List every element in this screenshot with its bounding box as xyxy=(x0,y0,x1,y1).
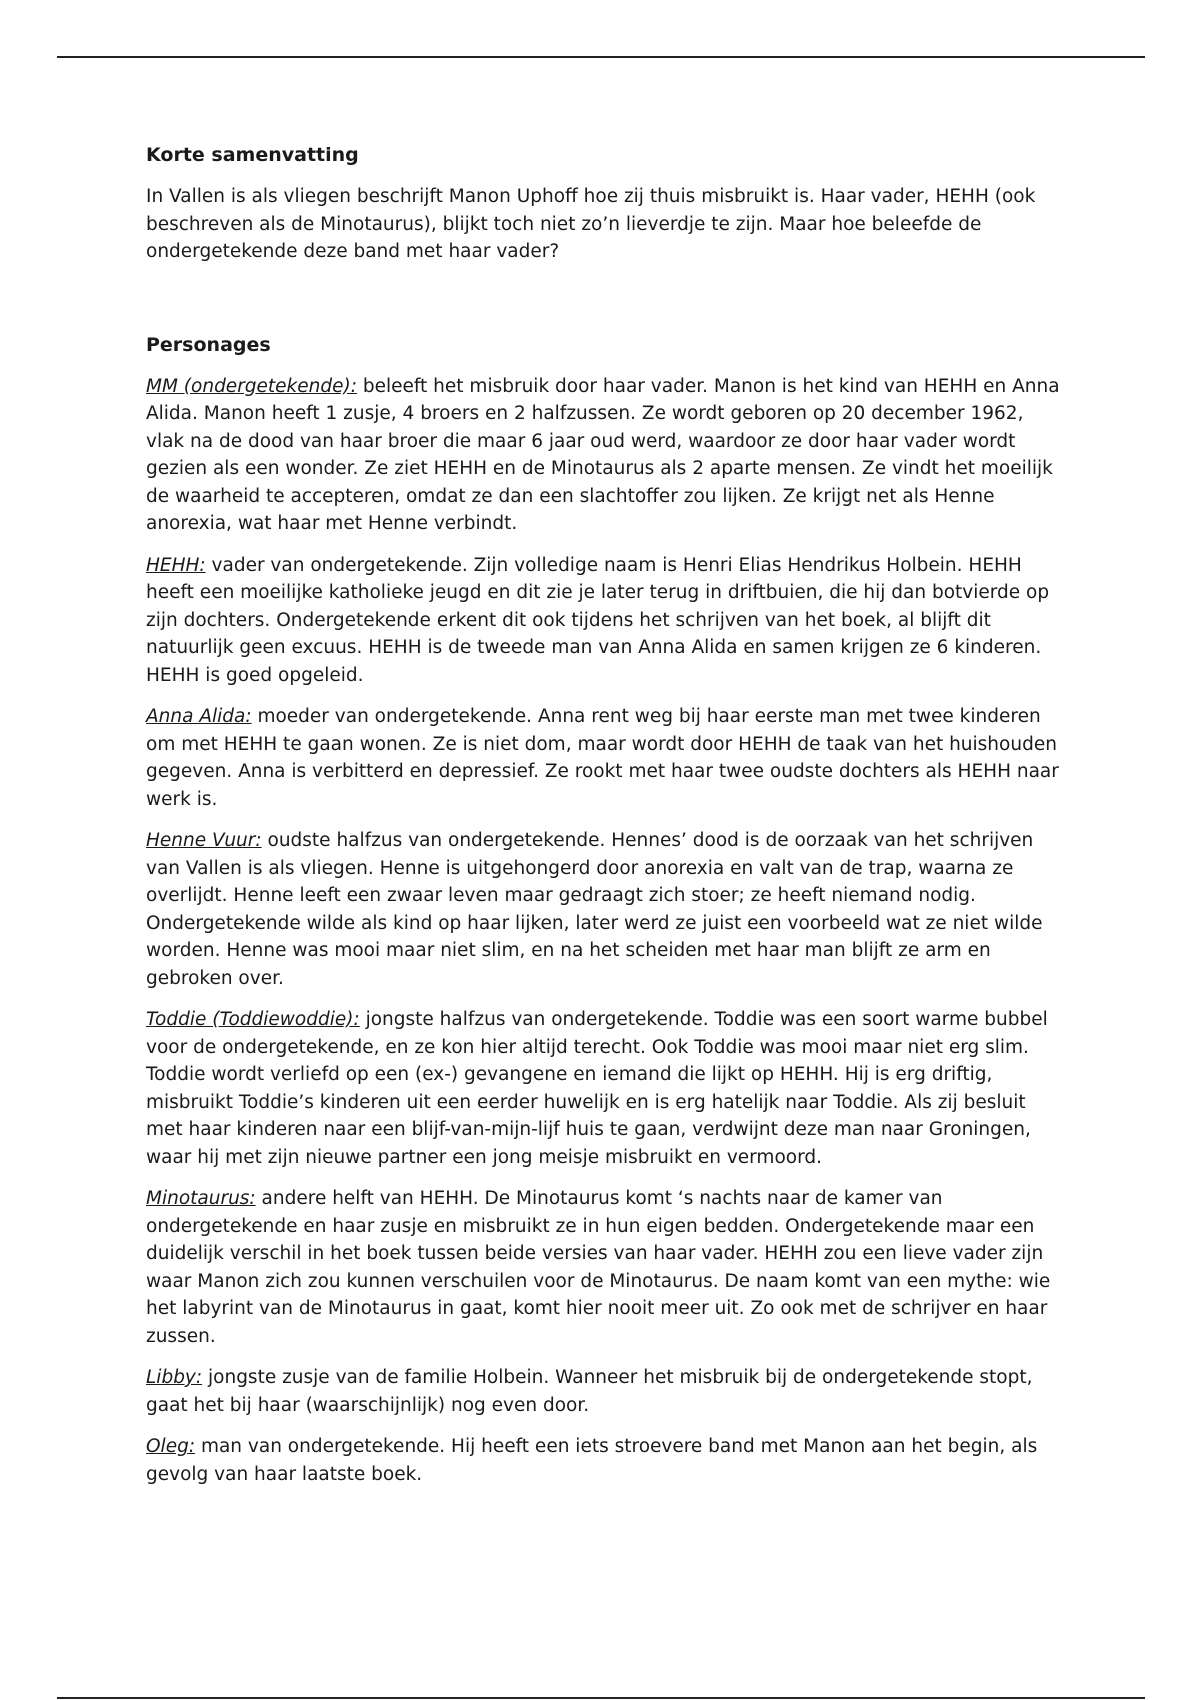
character-entry-minotaurus xyxy=(146,1185,1066,1350)
character-description: jongste zusje van de familie Holbein. Wanneer het misbruik bij de ondergetekende stopt, gaat het bij haar (waarschijnlijk) nog even door. xyxy=(146,1367,1033,1416)
character-term: MM (ondergetekende): xyxy=(146,375,357,397)
character-term: Minotaurus: xyxy=(146,1188,256,1209)
characters-heading: Personages xyxy=(146,333,271,356)
character-term: HEHH: xyxy=(146,554,206,576)
section-spacer xyxy=(146,280,1066,332)
character-description: moeder van ondergetekende. Anna rent weg bij haar eerste man met twee kinderen om met HEHH te gaan wonen. Ze is niet dom, maar wordt door HEHH de taak van het huishouden gegeven. Anna is verbitterd en depressief. Ze rookt met haar twee oudste dochters als HEHH naar werk is. xyxy=(146,706,1059,810)
character-description: man van ondergetekende. Hij heeft een iets stroevere band met Manon aan het begin, als gevolg van haar laatste boek. xyxy=(146,1436,1038,1485)
character-entry-toddie xyxy=(146,1006,1066,1171)
document-body xyxy=(146,142,1066,1502)
character-entry-mm xyxy=(146,373,1066,538)
character-entry-hehh xyxy=(146,552,1066,690)
header-rule xyxy=(57,56,1145,58)
character-entry-oleg xyxy=(146,1433,1066,1488)
character-entry-henne-vuur xyxy=(146,827,1066,992)
character-term: Oleg: xyxy=(146,1436,196,1457)
footer-rule xyxy=(57,1697,1145,1699)
summary-text: In Vallen is als vliegen beschrijft Manon Uphoff hoe zij thuis misbruikt is. Haar vader, HEHH (ook beschreven als de Minotaurus), blijkt toch niet zo’n lieverdje te zijn. Maar hoe beleefde de ondergetekende deze band met haar vader? xyxy=(146,186,1036,262)
summary-heading: Korte samenvatting xyxy=(146,144,359,166)
character-description: beleeft het misbruik door haar vader. Manon is het kind van HEHH en Anna Alida. Manon heeft 1 zusje, 4 broers en 2 halfzussen. Ze wordt geboren op 20 december 1962, vlak na de dood van haar broer die maar 6 jaar oud werd, waardoor ze door haar vader wordt gezien als een wonder. Ze ziet HEHH en de Minotaurus als 2 aparte mensen. Ze vindt het moeilijk de waarheid te accepteren, omdat ze dan een slachtoffer zou lijken. Ze krijgt net als Henne anorexia, wat haar met Henne verbindt. xyxy=(146,375,1060,534)
character-description: jongste halfzus van ondergetekende. Toddie was een soort warme bubbel voor de ondergetekende, en ze kon hier altijd terecht. Ook Toddie was mooi maar niet erg slim. Toddie wordt verliefd op een (ex-) gevangene en iemand die lijkt op HEHH. Hij is erg driftig, misbruikt Toddie’s kinderen uit een eerder huwelijk en is erg hatelijk naar Toddie. Als zij besluit met haar kinderen naar een blijf-van-mijn-lijf huis te gaan, verdwijnt deze man naar Groningen, waar hij met zijn nieuwe partner een jong meisje misbruikt en vermoord. xyxy=(146,1009,1048,1168)
character-entry-anna-alida xyxy=(146,703,1066,813)
character-term: Henne Vuur: xyxy=(146,830,262,851)
character-term: Toddie (Toddiewoddie): xyxy=(146,1009,360,1030)
character-description: andere helft van HEHH. De Minotaurus komt ‘s nachts naar de kamer van ondergetekende en haar zusje en misbruikt ze in hun eigen bedden. Ondergetekende maar een duidelijk verschil in het boek tussen beide versies van haar vader. HEHH zou een lieve vader zijn waar Manon zich zou kunnen verschuilen voor de Minotaurus. De naam komt van een mythe: wie het labyrint van de Minotaurus in gaat, komt hier nooit meer uit. Zo ook met de schrijver en haar zussen. xyxy=(146,1188,1051,1347)
character-description: vader van ondergetekende. Zijn volledige naam is Henri Elias Hendrikus Holbein. HEHH heeft een moeilijke katholieke jeugd en dit zie je later terug in driftbuien, die hij dan botvierde op zijn dochters. Ondergetekende erkent dit ook tijdens het schrijven van het boek, al blijft dit natuurlijk geen excuus. HEHH is de tweede man van Anna Alida en samen krijgen ze 6 kinderen. HEHH is goed opgeleid. xyxy=(146,554,1050,686)
character-description: oudste halfzus van ondergetekende. Hennes’ dood is de oorzaak van het schrijven van Vallen is als vliegen. Henne is uitgehongerd door anorexia en valt van de trap, waarna ze overlijdt. Henne leeft een zwaar leven maar gedraagt zich stoer; ze heeft niemand nodig. Ondergetekende wilde als kind op haar lijken, later werd ze juist een voorbeeld wat ze niet wilde worden. Henne was mooi maar niet slim, en na het scheiden met haar man blijft ze arm en gebroken over. xyxy=(146,830,1043,989)
character-term: Libby: xyxy=(146,1367,203,1388)
character-term: Anna Alida: xyxy=(146,706,252,727)
character-entry-libby xyxy=(146,1364,1066,1419)
